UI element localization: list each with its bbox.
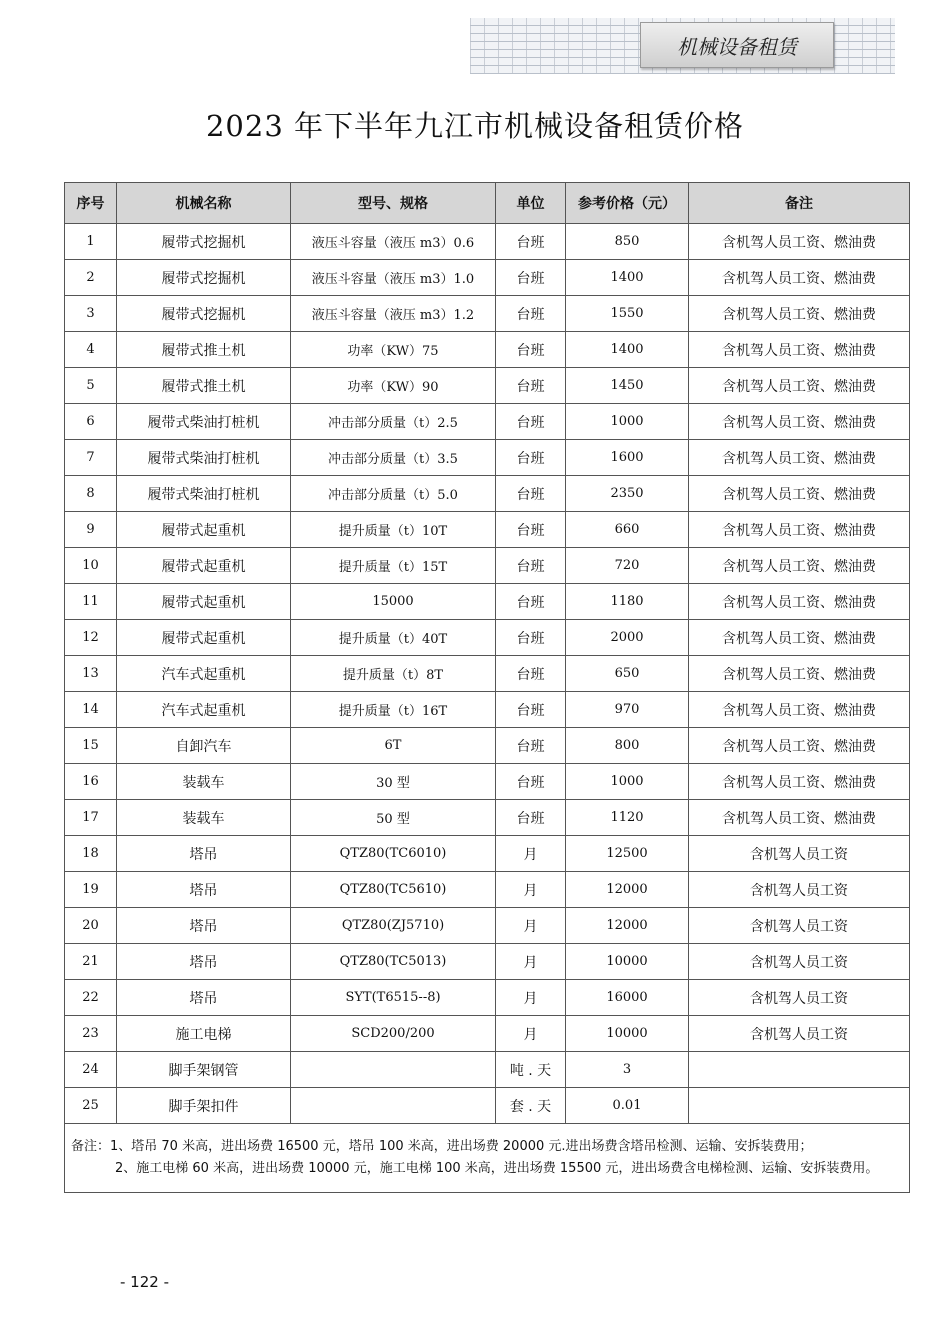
column-header-remarks: 备注 <box>689 183 910 224</box>
remarks: 含机驾人员工资 <box>689 908 910 944</box>
row-index: 23 <box>65 1016 117 1052</box>
unit: 月 <box>496 836 566 872</box>
table-row <box>65 764 910 800</box>
reference-price: 1600 <box>566 440 689 476</box>
model-spec: 30 型 <box>291 764 496 800</box>
model-spec: 提升质量（t）40T <box>291 620 496 656</box>
unit: 台班 <box>496 512 566 548</box>
remarks: 含机驾人员工资、燃油费 <box>689 692 910 728</box>
column-header-index: 序号 <box>65 183 117 224</box>
unit: 台班 <box>496 656 566 692</box>
remarks: 含机驾人员工资、燃油费 <box>689 620 910 656</box>
remarks <box>689 1088 910 1124</box>
row-index: 7 <box>65 440 117 476</box>
remarks: 含机驾人员工资、燃油费 <box>689 404 910 440</box>
unit: 台班 <box>496 548 566 584</box>
reference-price: 1000 <box>566 404 689 440</box>
page-title: 2023 年下半年九江市机械设备租赁价格 <box>205 109 745 143</box>
machine-name: 汽车式起重机 <box>117 656 291 692</box>
table-row <box>65 512 910 548</box>
table-row <box>65 332 910 368</box>
reference-price: 800 <box>566 728 689 764</box>
price-table <box>64 182 910 1193</box>
model-spec: 功率（KW）75 <box>291 332 496 368</box>
reference-price: 970 <box>566 692 689 728</box>
reference-price: 2000 <box>566 620 689 656</box>
row-index: 2 <box>65 260 117 296</box>
row-index: 21 <box>65 944 117 980</box>
reference-price: 1000 <box>566 764 689 800</box>
unit: 台班 <box>496 368 566 404</box>
notes-row <box>65 1124 910 1193</box>
model-spec: 冲击部分质量（t）2.5 <box>291 404 496 440</box>
model-spec: 50 型 <box>291 800 496 836</box>
notes-cell <box>65 1124 910 1193</box>
row-index: 10 <box>65 548 117 584</box>
reference-price: 850 <box>566 224 689 260</box>
reference-price: 720 <box>566 548 689 584</box>
row-index: 24 <box>65 1052 117 1088</box>
remarks: 含机驾人员工资、燃油费 <box>689 548 910 584</box>
row-index: 8 <box>65 476 117 512</box>
remarks: 含机驾人员工资 <box>689 980 910 1016</box>
machine-name: 脚手架扣件 <box>117 1088 291 1124</box>
table-row <box>65 224 910 260</box>
row-index: 15 <box>65 728 117 764</box>
reference-price: 12000 <box>566 908 689 944</box>
row-index: 19 <box>65 872 117 908</box>
unit: 月 <box>496 908 566 944</box>
table-row <box>65 404 910 440</box>
model-spec: 液压斗容量（液压 m3）1.0 <box>291 260 496 296</box>
unit: 台班 <box>496 620 566 656</box>
unit: 月 <box>496 944 566 980</box>
model-spec: 提升质量（t）10T <box>291 512 496 548</box>
reference-price: 0.01 <box>566 1088 689 1124</box>
row-index: 14 <box>65 692 117 728</box>
table-row <box>65 620 910 656</box>
remarks: 含机驾人员工资 <box>689 836 910 872</box>
machine-name: 履带式挖掘机 <box>117 260 291 296</box>
table-row <box>65 1016 910 1052</box>
table-row <box>65 872 910 908</box>
machine-name: 履带式推土机 <box>117 368 291 404</box>
row-index: 9 <box>65 512 117 548</box>
row-index: 3 <box>65 296 117 332</box>
unit: 台班 <box>496 800 566 836</box>
remarks: 含机驾人员工资 <box>689 1016 910 1052</box>
reference-price: 2350 <box>566 476 689 512</box>
row-index: 11 <box>65 584 117 620</box>
unit: 吨 . 天 <box>496 1052 566 1088</box>
reference-price: 1400 <box>566 260 689 296</box>
row-index: 25 <box>65 1088 117 1124</box>
note-line-2: 2、施工电梯 60 米高，进出场费 10000 元，施工电梯 100 米高，进出场费 15500 元，进出场费含电梯检测、运输、安拆装费用。 <box>115 1161 879 1176</box>
remarks: 含机驾人员工资、燃油费 <box>689 440 910 476</box>
table-row <box>65 836 910 872</box>
remarks: 含机驾人员工资、燃油费 <box>689 224 910 260</box>
column-header-reference-price: 参考价格（元） <box>566 183 689 224</box>
table-row <box>65 440 910 476</box>
machine-name: 塔吊 <box>117 980 291 1016</box>
reference-price: 650 <box>566 656 689 692</box>
model-spec: 提升质量（t）15T <box>291 548 496 584</box>
machine-name: 装载车 <box>117 800 291 836</box>
table-row <box>65 584 910 620</box>
reference-price: 12000 <box>566 872 689 908</box>
unit: 月 <box>496 1016 566 1052</box>
unit: 台班 <box>496 260 566 296</box>
page-number: - 122 - <box>120 1273 169 1291</box>
table-row <box>65 1052 910 1088</box>
column-header-model-spec: 型号、规格 <box>291 183 496 224</box>
row-index: 20 <box>65 908 117 944</box>
remarks: 含机驾人员工资、燃油费 <box>689 296 910 332</box>
machine-name: 履带式起重机 <box>117 620 291 656</box>
section-label: 机械设备租赁 <box>640 22 834 68</box>
reference-price: 12500 <box>566 836 689 872</box>
table-row <box>65 980 910 1016</box>
remarks: 含机驾人员工资、燃油费 <box>689 584 910 620</box>
unit: 套 . 天 <box>496 1088 566 1124</box>
table-row <box>65 728 910 764</box>
unit: 台班 <box>496 224 566 260</box>
model-spec: 液压斗容量（液压 m3）1.2 <box>291 296 496 332</box>
column-header-machine-name: 机械名称 <box>117 183 291 224</box>
machine-name: 履带式挖掘机 <box>117 296 291 332</box>
unit: 台班 <box>496 440 566 476</box>
model-spec: 冲击部分质量（t）3.5 <box>291 440 496 476</box>
table-row <box>65 656 910 692</box>
machine-name: 履带式柴油打桩机 <box>117 476 291 512</box>
row-index: 5 <box>65 368 117 404</box>
reference-price: 1120 <box>566 800 689 836</box>
model-spec: SCD200/200 <box>291 1016 496 1052</box>
remarks: 含机驾人员工资、燃油费 <box>689 800 910 836</box>
reference-price: 16000 <box>566 980 689 1016</box>
remarks: 含机驾人员工资、燃油费 <box>689 512 910 548</box>
machine-name: 施工电梯 <box>117 1016 291 1052</box>
row-index: 12 <box>65 620 117 656</box>
table-row <box>65 908 910 944</box>
unit: 台班 <box>496 692 566 728</box>
table-row <box>65 368 910 404</box>
unit: 台班 <box>496 404 566 440</box>
machine-name: 塔吊 <box>117 908 291 944</box>
remarks <box>689 1052 910 1088</box>
remarks: 含机驾人员工资、燃油费 <box>689 476 910 512</box>
unit: 月 <box>496 872 566 908</box>
table-header-row <box>65 183 910 224</box>
table-row <box>65 296 910 332</box>
reference-price: 660 <box>566 512 689 548</box>
unit: 月 <box>496 980 566 1016</box>
row-index: 13 <box>65 656 117 692</box>
reference-price: 1550 <box>566 296 689 332</box>
unit: 台班 <box>496 476 566 512</box>
machine-name: 履带式柴油打桩机 <box>117 440 291 476</box>
model-spec: QTZ80(TC6010) <box>291 836 496 872</box>
table-row <box>65 476 910 512</box>
model-spec: QTZ80(TC5610) <box>291 872 496 908</box>
reference-price: 1450 <box>566 368 689 404</box>
table-row <box>65 260 910 296</box>
model-spec: 功率（KW）90 <box>291 368 496 404</box>
remarks: 含机驾人员工资、燃油费 <box>689 728 910 764</box>
machine-name: 装载车 <box>117 764 291 800</box>
table-row <box>65 692 910 728</box>
note-line-1: 备注：1、塔吊 70 米高，进出场费 16500 元，塔吊 100 米高，进出场费 20000 元.进出场费含塔吊检测、运输、安拆装费用； <box>71 1139 813 1154</box>
table-row <box>65 548 910 584</box>
row-index: 16 <box>65 764 117 800</box>
remarks: 含机驾人员工资、燃油费 <box>689 332 910 368</box>
machine-name: 汽车式起重机 <box>117 692 291 728</box>
model-spec: 6T <box>291 728 496 764</box>
reference-price: 10000 <box>566 1016 689 1052</box>
column-header-unit: 单位 <box>496 183 566 224</box>
table-row <box>65 1088 910 1124</box>
machine-name: 履带式起重机 <box>117 548 291 584</box>
machine-name: 履带式起重机 <box>117 584 291 620</box>
machine-name: 脚手架钢管 <box>117 1052 291 1088</box>
machine-name: 自卸汽车 <box>117 728 291 764</box>
machine-name: 塔吊 <box>117 872 291 908</box>
unit: 台班 <box>496 296 566 332</box>
reference-price: 10000 <box>566 944 689 980</box>
remarks: 含机驾人员工资 <box>689 872 910 908</box>
remarks: 含机驾人员工资、燃油费 <box>689 368 910 404</box>
unit: 台班 <box>496 332 566 368</box>
model-spec: 提升质量（t）16T <box>291 692 496 728</box>
remarks: 含机驾人员工资、燃油费 <box>689 260 910 296</box>
model-spec <box>291 1088 496 1124</box>
model-spec: 15000 <box>291 584 496 620</box>
machine-name: 履带式推土机 <box>117 332 291 368</box>
machine-name: 履带式柴油打桩机 <box>117 404 291 440</box>
row-index: 1 <box>65 224 117 260</box>
row-index: 4 <box>65 332 117 368</box>
reference-price: 1400 <box>566 332 689 368</box>
unit: 台班 <box>496 584 566 620</box>
model-spec: QTZ80(ZJ5710) <box>291 908 496 944</box>
model-spec: QTZ80(TC5013) <box>291 944 496 980</box>
remarks: 含机驾人员工资、燃油费 <box>689 656 910 692</box>
row-index: 17 <box>65 800 117 836</box>
unit: 台班 <box>496 728 566 764</box>
model-spec <box>291 1052 496 1088</box>
unit: 台班 <box>496 764 566 800</box>
table-row <box>65 800 910 836</box>
row-index: 22 <box>65 980 117 1016</box>
machine-name: 履带式挖掘机 <box>117 224 291 260</box>
reference-price: 3 <box>566 1052 689 1088</box>
remarks: 含机驾人员工资 <box>689 944 910 980</box>
model-spec: 提升质量（t）8T <box>291 656 496 692</box>
model-spec: 冲击部分质量（t）5.0 <box>291 476 496 512</box>
machine-name: 履带式起重机 <box>117 512 291 548</box>
machine-name: 塔吊 <box>117 836 291 872</box>
table-row <box>65 944 910 980</box>
row-index: 18 <box>65 836 117 872</box>
model-spec: 液压斗容量（液压 m3）0.6 <box>291 224 496 260</box>
row-index: 6 <box>65 404 117 440</box>
model-spec: SYT(T6515--8) <box>291 980 496 1016</box>
reference-price: 1180 <box>566 584 689 620</box>
machine-name: 塔吊 <box>117 944 291 980</box>
remarks: 含机驾人员工资、燃油费 <box>689 764 910 800</box>
